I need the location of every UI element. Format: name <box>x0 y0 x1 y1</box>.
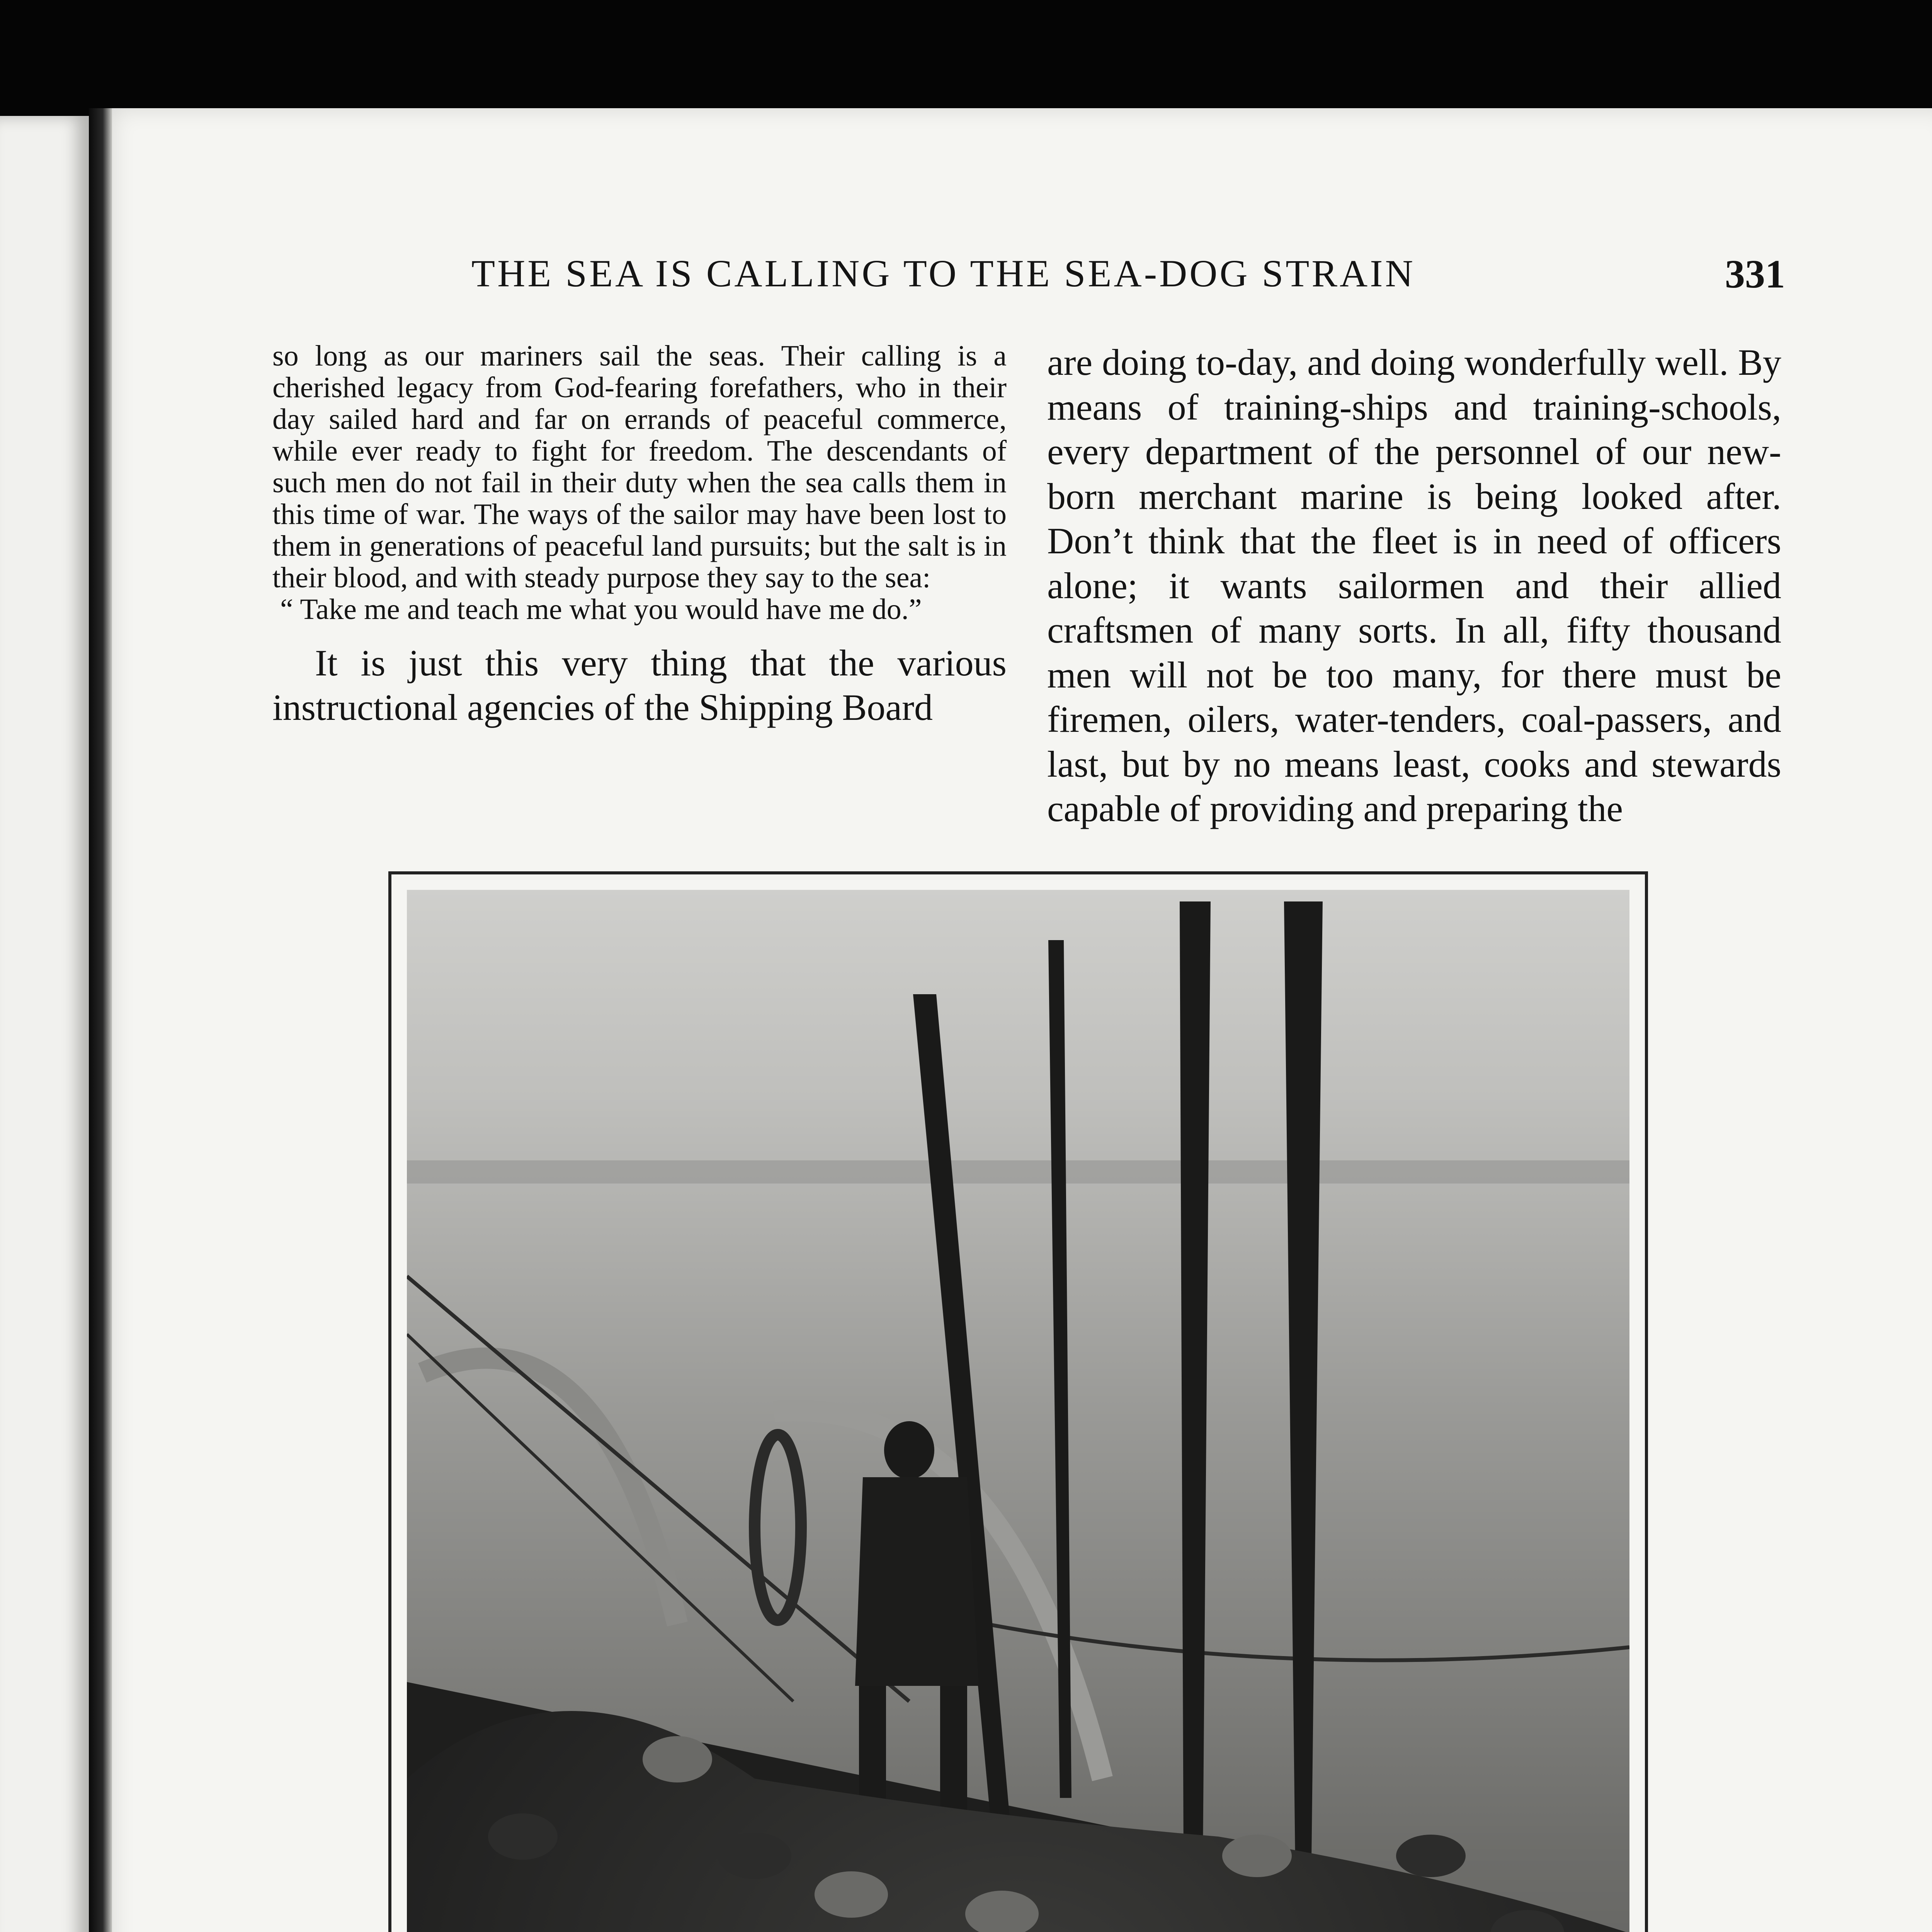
facing-page-edge <box>0 116 89 1932</box>
left-paragraph: so long as our mariners sail the seas. Their calling is a cherished legacy from God-fearing forefathers, who in their day sailed hard and far on errands of peaceful commerce, while ever ready to fight for freedom. The descendants of such men do not fail in their duty when the sea calls them in this time of war. The ways of the sailor may have been lost to them in generations of peaceful land pursuits; but the salt is in their blood, and with steady purpose they say to the sea: <box>272 340 1007 594</box>
right-text-column <box>1047 340 1781 831</box>
lead-paragraph: It is just this very thing that the various instructional agencies of the Shipping Board <box>272 642 1007 728</box>
left-text-column <box>272 340 1007 730</box>
running-title: THE SEA IS CALLING TO THE SEA-DOG STRAIN <box>471 252 1415 295</box>
book-spine-shadow <box>89 108 112 1932</box>
running-head <box>348 251 1785 305</box>
boat-drill-photograph <box>407 890 1629 1932</box>
right-paragraph: are doing to-day, and doing wonderfully well. By means of training-ships and training-schools, every department of the personnel of our new-born merchant marine is being looked after. Don’t think that the fleet is in need of officers alone; it wants sailormen and their allied craftsmen of many sorts. In all, fifty thousand men will not be too many, for there must be firemen, oilers, water-tenders, coal-passers, and last, but by no means least, cooks and stewards capable of providing and preparing the <box>1047 342 1781 829</box>
photo-frame <box>388 871 1648 1932</box>
quote-paragraph: “ Take me and teach me what you would have me do.” <box>280 593 922 626</box>
page-number: 331 <box>1725 252 1785 296</box>
